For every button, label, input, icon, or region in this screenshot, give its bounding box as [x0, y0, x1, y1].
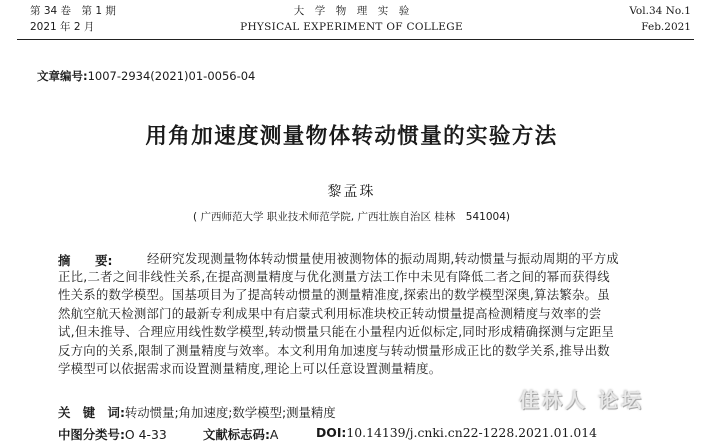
journal-name-cn: 大 学 物 理 实 验 — [293, 5, 410, 17]
classification-label: 中图分类号: — [58, 427, 125, 442]
volume-number-en: Vol.34 No.1 — [629, 5, 691, 17]
keywords — [58, 403, 336, 421]
abstract-line: 性关系的数学模型。国基项目为了提高转动惯量的测量精准度,探索出的数学模型深奥,算法繁杂。虽 — [58, 287, 610, 302]
classification-value: O 4-33 — [124, 427, 167, 442]
article-id-value: 1007-2934(2021)01-0056-04 — [87, 69, 256, 83]
doi — [316, 425, 597, 440]
doi-value: 10.14139/j.cnki.cn22-1228.2021.01.014 — [346, 425, 597, 440]
abstract-line: 经研究发现测量物体转动惯量使用被测物体的振动周期,转动惯量与振动周期的平方成 — [147, 251, 619, 266]
abstract-line: 学模型可以依据需求而设置测量精度,理论上可以任意设置测量精度。 — [58, 361, 442, 376]
author-affiliation: ( 广西师范大学 职业技术师范学院, 广西壮族自治区 桂林 541004) — [193, 211, 510, 223]
abstract-line: 然航空航天检测部门的最新专利成果中有启蒙式利用标准块校正转动惯量提高检测精度与效率的尝 — [58, 306, 602, 321]
document-code-value: A — [269, 427, 279, 442]
classification-number — [58, 425, 167, 443]
article-id — [37, 68, 255, 84]
doi-label: DOI: — [316, 425, 347, 440]
abstract-label: 摘 要: — [58, 253, 113, 268]
forum-watermark: 佳林人 论坛 — [519, 388, 644, 412]
volume-issue: 第 34 卷 第 1 期 — [30, 5, 116, 17]
abstract-line: 试,但未推导、合理应用线性数学模型,转动惯量只能在小量程内近似标定,同时形成精确探测与定距呈 — [58, 324, 615, 339]
keywords-value: 转动惯量;角加速度;数学模型;测量精度 — [124, 405, 336, 420]
abstract-line: 正比,二者之间非线性关系,在提高测量精度与优化测量方法工作中未见有降低二者之间的幂而获得线 — [58, 269, 610, 284]
header-rule — [17, 39, 694, 40]
publication-date: 2021 年 2 月 — [30, 21, 95, 33]
author-name: 黎孟珠 — [327, 184, 376, 200]
abstract-line: 反方向的关系,限制了测量精度与效率。本文利用角加速度与转动惯量形成正比的数学关系,推导出数 — [58, 343, 610, 358]
keywords-label: 关 键 词: — [58, 405, 125, 420]
document-code-label: 文献标志码: — [203, 427, 270, 442]
publication-date-en: Feb.2021 — [641, 21, 691, 33]
article-title: 用角加速度测量物体转动惯量的实验方法 — [145, 124, 558, 149]
journal-name-en: PHYSICAL EXPERIMENT OF COLLEGE — [240, 21, 463, 33]
document-code — [203, 425, 278, 443]
article-id-label: 文章编号: — [37, 69, 88, 83]
